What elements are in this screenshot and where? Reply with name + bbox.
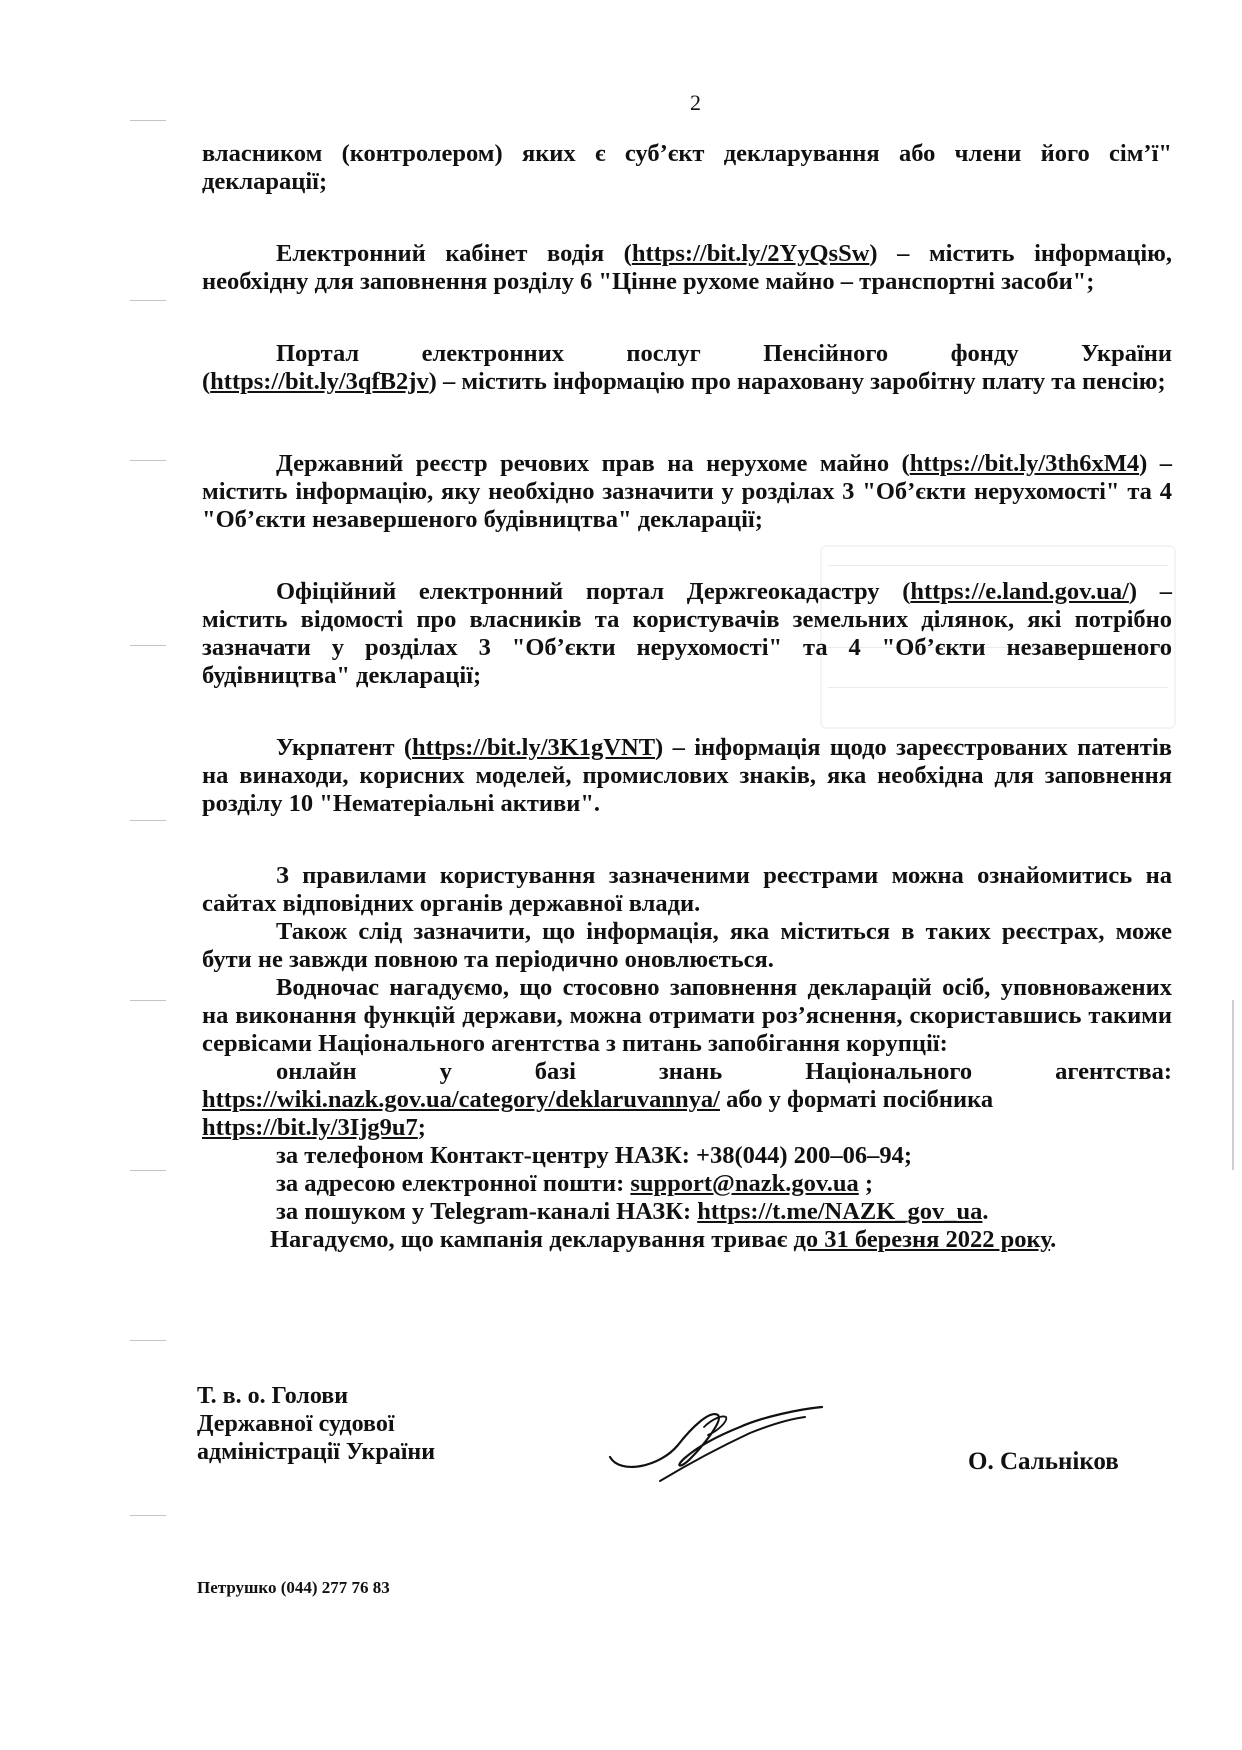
position-line: Державної судової <box>197 1411 395 1437</box>
property-register-link[interactable]: https://bit.ly/3th6xM4 <box>909 450 1140 477</box>
paragraph-driver-cabinet <box>202 240 1172 296</box>
text: за пошуком у Telegram-каналі НАЗК: <box>276 1198 698 1225</box>
page-number: 2 <box>690 90 701 115</box>
scan-mark <box>130 1340 166 1341</box>
land-cadastre-link[interactable]: https://e.land.gov.ua/ <box>910 578 1129 605</box>
signatory-name: О. Сальніков <box>968 1448 1119 1475</box>
text: ( <box>202 368 211 395</box>
pension-fund-link[interactable]: https://bit.ly/3qfB2jv <box>210 368 429 395</box>
text: ) – містить інформацію, необхідну для заповнення розділу 6 "Цінне рухоме майно – транспортні засоби"; <box>202 240 1172 295</box>
scan-mark <box>130 1170 166 1171</box>
text: Електронний кабінет водія ( <box>276 240 632 267</box>
paragraph-pension-fund <box>202 368 1172 396</box>
scan-mark <box>130 820 166 821</box>
paragraph-telegram <box>202 1198 1172 1226</box>
text: Державний реєстр речових прав на нерухоме майно ( <box>276 450 910 477</box>
text: Нагадуємо, що кампанія декларування триває <box>270 1226 794 1253</box>
paragraph-deadline <box>202 1226 1172 1254</box>
paragraph-pension-fund-line1: Портал електронних послуг Пенсійного фонду України <box>276 340 1172 367</box>
wiki-link[interactable]: https://wiki.nazk.gov.ua/category/deklaruvannya/ <box>202 1086 720 1113</box>
text: ; <box>858 1170 874 1197</box>
text: ) – інформація щодо зареєстрованих патентів на винаходи, корисних моделей, промислових знаків, яка необхідна для заповнення розділу 10 "Нематеріальні активи". <box>202 734 1172 817</box>
text: за адресою електронної пошти: <box>276 1170 631 1197</box>
email-link[interactable]: support@nazk.gov.ua <box>630 1170 859 1197</box>
scan-mark <box>130 645 166 646</box>
paragraph-registry-info: Також слід зазначити, що інформація, яка міститься в таких реєстрах, може бути не завжди повною та періодично оновлюється. <box>202 918 1172 973</box>
paragraph-continuation: власником (контролером) яких є суб’єкт декларування або члени його сім’ї" декларації; <box>202 140 1172 195</box>
executor-contact: Петрушко (044) 277 76 83 <box>197 1578 390 1597</box>
scan-mark <box>130 460 166 461</box>
text: . <box>982 1198 989 1225</box>
paragraph-phone: за телефоном Контакт-центру НАЗК: +38(044) 200–06–94; <box>276 1142 913 1169</box>
text: ; <box>417 1114 426 1141</box>
ukrpatent-link[interactable]: https://bit.ly/3K1gVNT <box>412 734 656 761</box>
deadline-date: до 31 березня 2022 року <box>793 1226 1051 1253</box>
text: Офіційний електронний портал Держгеокадастру ( <box>276 578 911 605</box>
signatory-position <box>197 1382 435 1466</box>
paragraph-online-line1: онлайн у базі знань Національного агентства: <box>276 1058 1172 1085</box>
text: ) – містить інформацію, яку необхідно зазначити у розділах 3 "Об’єкти нерухомості" та 4 "Об’єкти незавершеного будівництва" декларації; <box>202 450 1172 533</box>
paragraph-online <box>202 1086 1172 1142</box>
position-line: Т. в. о. Голови <box>197 1383 349 1409</box>
scan-mark <box>130 120 166 121</box>
position-line: адміністрації України <box>197 1439 436 1465</box>
paragraph-land-cadastre <box>202 578 1172 690</box>
scan-mark <box>130 1000 166 1001</box>
text: Укрпатент ( <box>276 734 413 761</box>
scan-edge <box>1232 1000 1234 1170</box>
paragraph-registry-rules: З правилами користування зазначеними реєстрами можна ознайомитись на сайтах відповідних органів державної влади. <box>202 862 1172 917</box>
scan-mark <box>130 1515 166 1516</box>
guide-link[interactable]: https://bit.ly/3Ijg9u7 <box>202 1114 418 1141</box>
paragraph-property-register <box>202 450 1172 534</box>
text: або у форматі посібника <box>719 1086 994 1113</box>
driver-cabinet-link[interactable]: https://bit.ly/2YyQsSw <box>631 240 870 267</box>
letter-body <box>202 140 1172 1254</box>
telegram-link[interactable]: https://t.me/NAZK_gov_ua <box>697 1198 983 1225</box>
paragraph-ukrpatent <box>202 734 1172 818</box>
paragraph-email <box>202 1170 1172 1198</box>
scan-mark <box>130 300 166 301</box>
text: . <box>1050 1226 1057 1253</box>
text: ) – містить відомості про власників та користувачів земельних ділянок, які потрібно зазначати у розділах 3 "Об’єкти нерухомості" та 4 "Об’єкти незавершеного будівництва" декларації; <box>202 578 1172 689</box>
paragraph-reminder: Водночас нагадуємо, що стосовно заповнення декларацій осіб, уповноважених на виконання функцій держави, можна отримати роз’яснення, скориставшись такими сервісами Національного агентства з питань запобігання корупції: <box>202 974 1172 1057</box>
text: ) – містить інформацію про нараховану заробітну плату та пенсію; <box>428 368 1166 395</box>
handwritten-signature <box>600 1405 830 1495</box>
